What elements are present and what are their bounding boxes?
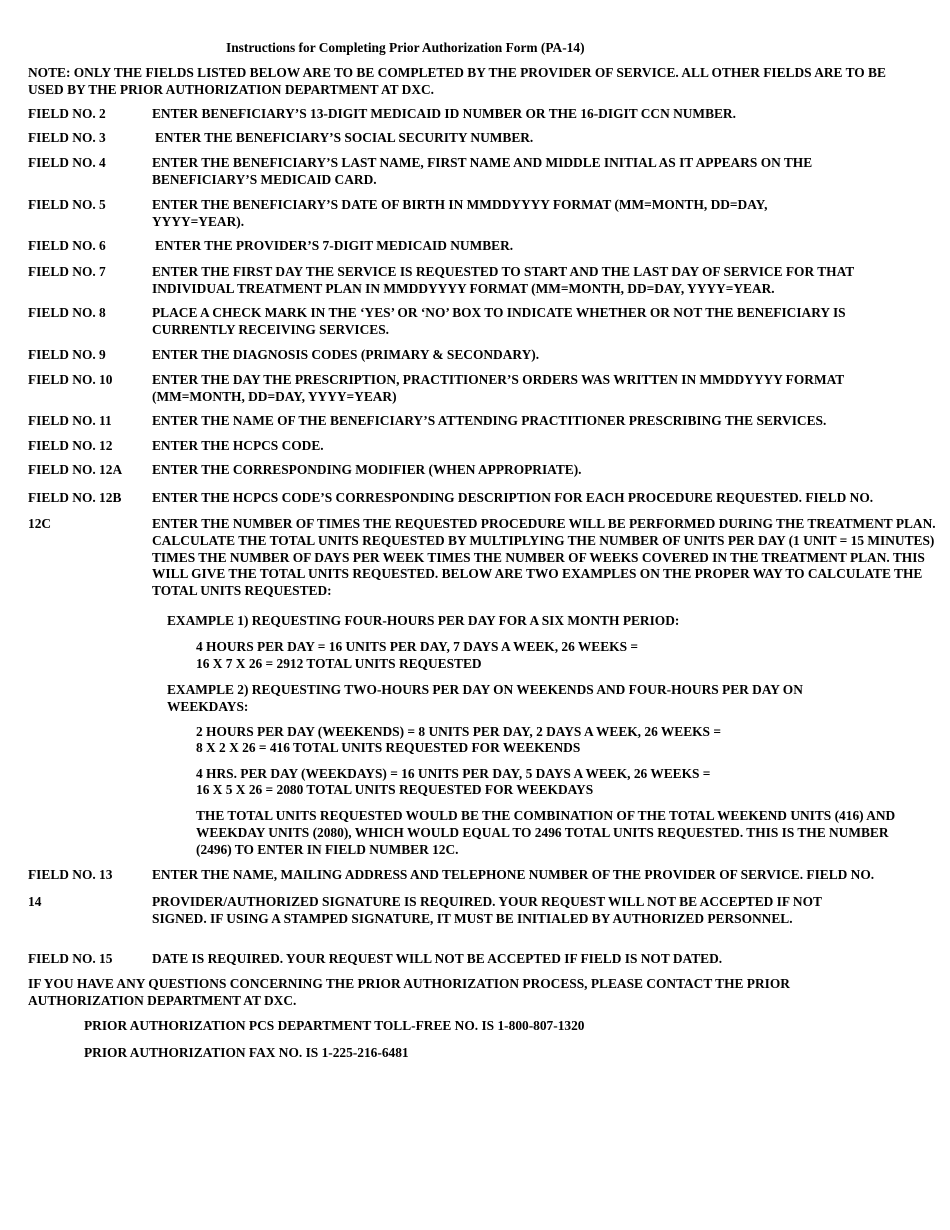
field-instruction: ENTER BENEFICIARY’S 13-DIGIT MEDICAID ID NUMBER OR THE 16-DIGIT CCN NUMBER. xyxy=(152,106,736,121)
example-total-paragraph: THE TOTAL UNITS REQUESTED WOULD BE THE COMBINATION OF THE TOTAL WEEKEND UNITS (416) AND WEEKDAY UNITS (2080), WHICH WOULD EQUAL TO 2496 TOTAL UNITS REQUESTED. THIS IS THE NUMBER (2496) TO ENTER IN FIELD NUMBER 12C. xyxy=(196,808,896,857)
field-instruction: DATE IS REQUIRED. YOUR REQUEST WILL NOT BE ACCEPTED IF FIELD IS NOT DATED. xyxy=(152,951,723,966)
field-instruction: ENTER THE FIRST DAY THE SERVICE IS REQUESTED TO START AND THE LAST DAY OF SERVICE FOR THAT INDIVIDUAL TREATMENT PLAN IN MMDDYYYY FORMAT (MM=MONTH, DD=DAY, YYYY=YEAR. xyxy=(152,264,854,296)
field-label: FIELD NO. 5 xyxy=(28,197,106,212)
field-label: FIELD NO. 6 xyxy=(28,238,106,253)
example-2a-line-1: 2 HOURS PER DAY (WEEKENDS) = 8 UNITS PER DAY, 2 DAYS A WEEK, 26 WEEKS = xyxy=(196,724,721,739)
example-1-line-2: 16 X 7 X 26 = 2912 TOTAL UNITS REQUESTED xyxy=(196,656,482,671)
note-paragraph: NOTE: ONLY THE FIELDS LISTED BELOW ARE TO BE COMPLETED BY THE PROVIDER OF SERVICE. ALL OTHER FIELDS ARE TO BE USED BY THE PRIOR AUTHORIZATION DEPARTMENT AT DXC. xyxy=(28,65,886,97)
field-instruction: ENTER THE NAME, MAILING ADDRESS AND TELEPHONE NUMBER OF THE PROVIDER OF SERVICE. FIELD NO. xyxy=(152,867,875,882)
field-label: FIELD NO. 4 xyxy=(28,155,106,170)
field-label: FIELD NO. 3 xyxy=(28,130,106,145)
field-instruction: PROVIDER/AUTHORIZED SIGNATURE IS REQUIRED. YOUR REQUEST WILL NOT BE ACCEPTED IF NOT SIGNED. IF USING A STAMPED SIGNATURE, IT MUST BE INITIALED BY AUTHORIZED PERSONNEL. xyxy=(152,894,822,926)
field-instruction: ENTER THE DAY THE PRESCRIPTION, PRACTITIONER’S ORDERS WAS WRITTEN IN MMDDYYYY FORMAT (MM=MONTH, DD=DAY, YYYY=YEAR) xyxy=(152,372,844,404)
example-2b-line-1: 4 HRS. PER DAY (WEEKDAYS) = 16 UNITS PER DAY, 5 DAYS A WEEK, 26 WEEKS = xyxy=(196,766,711,781)
questions-paragraph: IF YOU HAVE ANY QUESTIONS CONCERNING THE PRIOR AUTHORIZATION PROCESS, PLEASE CONTACT THE PRIOR AUTHORIZATION DEPARTMENT AT DXC. xyxy=(28,976,790,1008)
field-instruction: PLACE A CHECK MARK IN THE ‘YES’ OR ‘NO’ BOX TO INDICATE WHETHER OR NOT THE BENEFICIARY IS CURRENTLY RECEIVING SERVICES. xyxy=(152,305,846,337)
example-2b-line-2: 16 X 5 X 26 = 2080 TOTAL UNITS REQUESTED FOR WEEKDAYS xyxy=(196,782,594,797)
field-instruction: ENTER THE BENEFICIARY’S SOCIAL SECURITY NUMBER. xyxy=(155,130,534,145)
example-1-line-1: 4 HOURS PER DAY = 16 UNITS PER DAY, 7 DAYS A WEEK, 26 WEEKS = xyxy=(196,639,639,654)
field-label: FIELD NO. 11 xyxy=(28,413,112,428)
field-instruction: ENTER THE DIAGNOSIS CODES (PRIMARY & SECONDARY). xyxy=(152,347,540,362)
field-instruction: ENTER THE NUMBER OF TIMES THE REQUESTED PROCEDURE WILL BE PERFORMED DURING THE TREATMENT PLAN. CALCULATE THE TOTAL UNITS REQUESTED BY MULTIPLYING THE NUMBER OF UNITS PER DAY (1 UNIT = 15 MINUTES) TIMES THE NUMBER OF DAYS PER WEEK TIMES THE NUMBER OF WEEKS COVERED IN THE TREATMENT PLAN. THIS WILL GIVE THE TOTAL UNITS REQUESTED. BELOW ARE TWO EXAMPLES ON THE PROPER WAY TO CALCULATE THE TOTAL UNITS REQUESTED: xyxy=(152,516,936,599)
field-label: FIELD NO. 8 xyxy=(28,305,106,320)
field-label: FIELD NO. 10 xyxy=(28,372,113,387)
example-2-heading: EXAMPLE 2) REQUESTING TWO-HOURS PER DAY ON WEEKENDS AND FOUR-HOURS PER DAY ON WEEKDAYS: xyxy=(167,682,803,714)
field-instruction: ENTER THE PROVIDER’S 7-DIGIT MEDICAID NUMBER. xyxy=(155,238,514,253)
document-title: Instructions for Completing Prior Authorization Form (PA-14) xyxy=(226,40,585,55)
field-label: FIELD NO. 13 xyxy=(28,867,113,882)
field-instruction: ENTER THE BENEFICIARY’S DATE OF BIRTH IN MMDDYYYY FORMAT (MM=MONTH, DD=DAY, YYYY=YEAR). xyxy=(152,197,768,229)
field-label: 12C xyxy=(28,516,52,531)
field-label: FIELD NO. 12 xyxy=(28,438,113,453)
field-instruction: ENTER THE BENEFICIARY’S LAST NAME, FIRST NAME AND MIDDLE INITIAL AS IT APPEARS ON THE BENEFICIARY’S MEDICAID CARD. xyxy=(152,155,813,187)
field-label: FIELD NO. 7 xyxy=(28,264,106,279)
fax-number: PRIOR AUTHORIZATION FAX NO. IS 1-225-216-6481 xyxy=(84,1045,409,1060)
field-instruction: ENTER THE HCPCS CODE’S CORRESPONDING DESCRIPTION FOR EACH PROCEDURE REQUESTED. FIELD NO. xyxy=(152,490,874,505)
field-label: FIELD NO. 15 xyxy=(28,951,113,966)
field-instruction: ENTER THE HCPCS CODE. xyxy=(152,438,324,453)
example-1-heading: EXAMPLE 1) REQUESTING FOUR-HOURS PER DAY FOR A SIX MONTH PERIOD: xyxy=(167,613,680,628)
field-label: FIELD NO. 12B xyxy=(28,490,122,505)
field-label: 14 xyxy=(28,894,42,909)
field-instruction: ENTER THE NAME OF THE BENEFICIARY’S ATTENDING PRACTITIONER PRESCRIBING THE SERVICES. xyxy=(152,413,827,428)
field-instruction: ENTER THE CORRESPONDING MODIFIER (WHEN APPROPRIATE). xyxy=(152,462,582,477)
toll-free-number: PRIOR AUTHORIZATION PCS DEPARTMENT TOLL-FREE NO. IS 1-800-807-1320 xyxy=(84,1018,585,1033)
field-label: FIELD NO. 12A xyxy=(28,462,123,477)
field-label: FIELD NO. 2 xyxy=(28,106,106,121)
example-2a-line-2: 8 X 2 X 26 = 416 TOTAL UNITS REQUESTED FOR WEEKENDS xyxy=(196,740,581,755)
field-label: FIELD NO. 9 xyxy=(28,347,106,362)
